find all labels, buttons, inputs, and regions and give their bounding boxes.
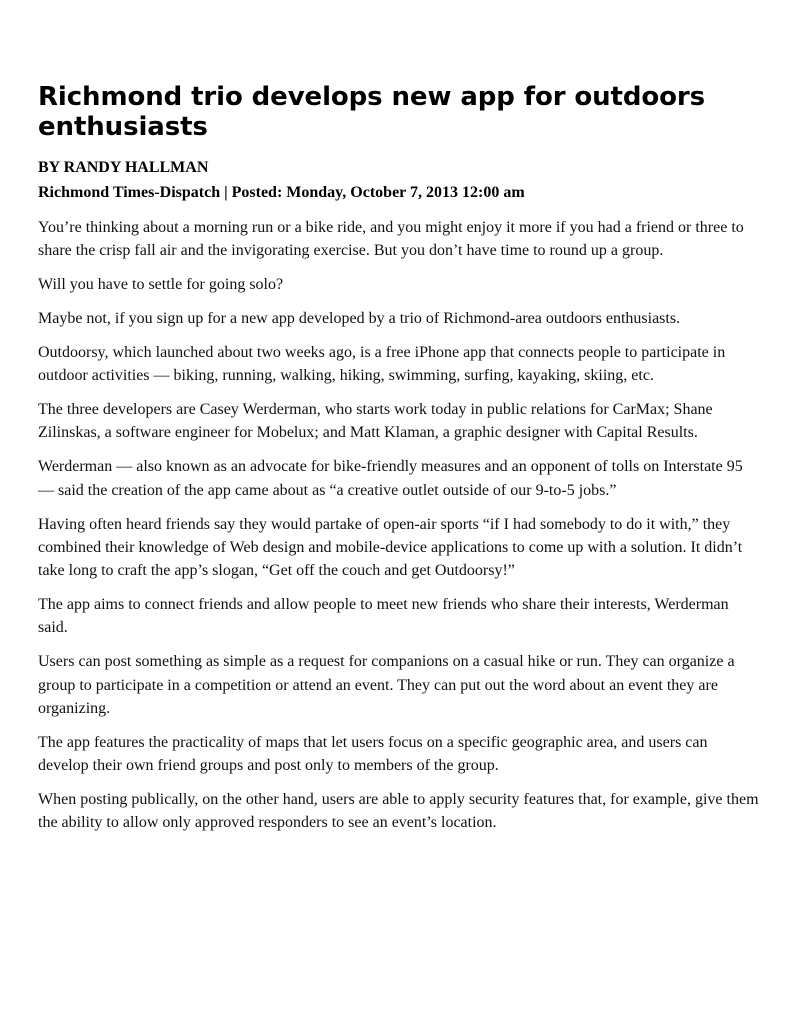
article-body	[38, 216, 760, 834]
article-paragraph: Werderman — also known as an advocate for bike-friendly measures and an opponent of tolls on Interstate 95 — said the creation of the app came about as “a creative outlet outside of our 9-to-5 jobs.”	[38, 458, 743, 499]
article-paragraph: The app features the practicality of maps that let users focus on a specific geographic area, and users can develop their own friend groups and post only to members of the group.	[38, 733, 708, 774]
article-byline: BY RANDY HALLMAN	[38, 159, 209, 176]
article-paragraph: Outdoorsy, which launched about two weeks ago, is a free iPhone app that connects people to participate in outdoor activities — biking, running, walking, hiking, swimming, surfing, kayaking, skiing, etc.	[38, 343, 726, 385]
article-paragraph: Having often heard friends say they would partake of open-air sports “if I had somebody to do it with,” they combined their knowledge of Web design and mobile-device applications to come up with a solution. It didn’t take long to craft the app’s slogan, “Get off the couch and get Outdoorsy!”	[38, 515, 743, 580]
article-paragraph: Users can post something as simple as a request for companions on a casual hike or run. They can organize a group to participate in a competition or attend an event. They can put out the word about an event they are organizing.	[38, 653, 735, 717]
article	[38, 82, 760, 845]
article-paragraph: Maybe not, if you sign up for a new app developed by a trio of Richmond-area outdoors enthusiasts.	[38, 310, 681, 328]
article-paragraph: You’re thinking about a morning run or a bike ride, and you might enjoy it more if you had a friend or three to share the crisp fall air and the invigorating exercise. But you don’t have time to round up a group.	[38, 219, 744, 260]
article-paragraph: The three developers are Casey Werderman, who starts work today in public relations for CarMax; Shane Zilinskas, a software engineer for Mobelux; and Matt Klaman, a graphic designer with Capital Results.	[38, 401, 713, 442]
article-paragraph: When posting publically, on the other hand, users are able to apply security features that, for example, give them the ability to allow only approved responders to see an event’s location.	[38, 790, 759, 832]
article-paragraph: The app aims to connect friends and allow people to meet new friends who share their interests, Werderman said.	[38, 596, 729, 637]
article-dateline: Richmond Times-Dispatch | Posted: Monday, October 7, 2013 12:00 am	[38, 184, 525, 201]
article-paragraph: Will you have to settle for going solo?	[38, 276, 284, 294]
article-headline: Richmond trio develops new app for outdoors enthusiasts	[38, 82, 706, 142]
